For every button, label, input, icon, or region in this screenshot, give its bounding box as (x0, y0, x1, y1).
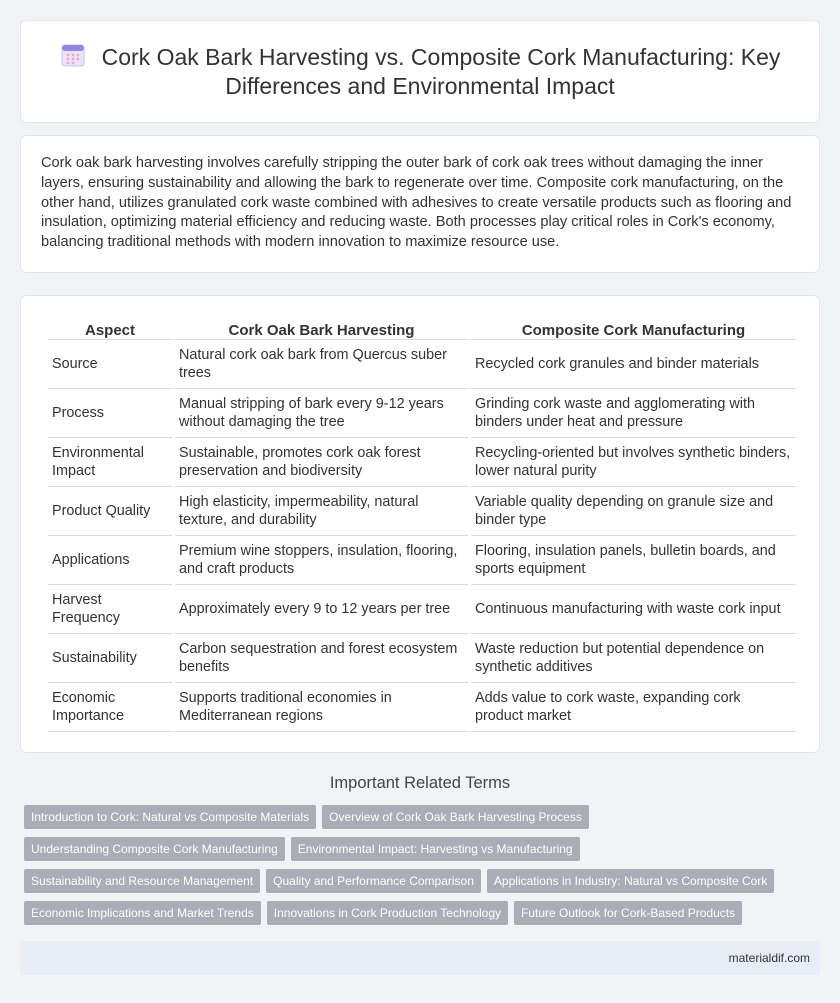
footer (20, 941, 820, 975)
table-header-row (48, 316, 796, 340)
header-aspect: Aspect (48, 316, 172, 340)
cell-aspect: Economic Importance (48, 683, 172, 732)
related-term-tag[interactable]: Sustainability and Resource Management (24, 869, 260, 893)
related-term-tag[interactable]: Introduction to Cork: Natural vs Composite Materials (24, 805, 316, 829)
table-row (48, 438, 796, 487)
cell-aspect: Source (48, 340, 172, 389)
related-terms-title: Important Related Terms (329, 774, 511, 792)
header-card (20, 20, 820, 123)
cell-composite: Flooring, insulation panels, bulletin boards, and sports equipment (471, 536, 796, 585)
table-row (48, 487, 796, 536)
related-term-tag[interactable]: Future Outlook for Cork-Based Products (514, 901, 742, 925)
cell-composite: Grinding cork waste and agglomerating with binders under heat and pressure (471, 389, 796, 438)
cell-harvesting: High elasticity, impermeability, natural texture, and durability (175, 487, 468, 536)
cell-harvesting: Sustainable, promotes cork oak forest preservation and biodiversity (175, 438, 468, 487)
cell-harvesting: Approximately every 9 to 12 years per tree (175, 585, 468, 634)
related-term-tag[interactable]: Economic Implications and Market Trends (24, 901, 261, 925)
cell-composite: Recycling-oriented but involves synthetic binders, lower natural purity (471, 438, 796, 487)
related-term-tag[interactable]: Overview of Cork Oak Bark Harvesting Process (322, 805, 589, 829)
cell-composite: Adds value to cork waste, expanding cork product market (471, 683, 796, 732)
table-row (48, 536, 796, 585)
header-composite: Composite Cork Manufacturing (471, 316, 796, 340)
intro-card (20, 135, 820, 273)
table-row (48, 634, 796, 683)
cell-harvesting: Premium wine stoppers, insulation, flooring, and craft products (175, 536, 468, 585)
cell-aspect: Harvest Frequency (48, 585, 172, 634)
cell-aspect: Sustainability (48, 634, 172, 683)
cell-harvesting: Supports traditional economies in Mediterranean regions (175, 683, 468, 732)
cell-harvesting: Carbon sequestration and forest ecosystem benefits (175, 634, 468, 683)
calendar-icon (60, 42, 86, 68)
related-terms-list (24, 805, 820, 925)
cell-aspect: Product Quality (48, 487, 172, 536)
footer-site: materialdif.com (728, 951, 810, 965)
cell-harvesting: Manual stripping of bark every 9-12 years without damaging the tree (175, 389, 468, 438)
related-term-tag[interactable]: Applications in Industry: Natural vs Composite Cork (487, 869, 774, 893)
comparison-table (45, 316, 799, 732)
intro-paragraph: Cork oak bark harvesting involves carefully stripping the outer bark of cork oak trees without damaging the inner layers, ensuring sustainability and allowing the bark to regenerate over time. Composite cork manufacturing, on the other hand, utilizes granulated cork waste combined with adhesives to create versatile products such as flooring and insulation, optimizing material efficiency and reducing waste. Both processes play critical roles in Cork's economy, balancing traditional methods with modern innovation to maximize resource use. (41, 155, 792, 251)
related-term-tag[interactable]: Quality and Performance Comparison (266, 869, 481, 893)
cell-composite: Recycled cork granules and binder materials (471, 340, 796, 389)
cell-composite: Variable quality depending on granule size and binder type (471, 487, 796, 536)
cell-composite: Waste reduction but potential dependence on synthetic additives (471, 634, 796, 683)
related-term-tag[interactable]: Understanding Composite Cork Manufacturing (24, 837, 285, 861)
table-row (48, 340, 796, 389)
header-harvesting: Cork Oak Bark Harvesting (175, 316, 468, 340)
cell-aspect: Environmental Impact (48, 438, 172, 487)
cell-composite: Continuous manufacturing with waste cork input (471, 585, 796, 634)
related-term-tag[interactable]: Environmental Impact: Harvesting vs Manufacturing (291, 837, 580, 861)
related-term-tag[interactable]: Innovations in Cork Production Technology (267, 901, 508, 925)
table-row (48, 389, 796, 438)
page-title (51, 42, 789, 101)
cell-aspect: Process (48, 389, 172, 438)
cell-harvesting: Natural cork oak bark from Quercus suber trees (175, 340, 468, 389)
page-title-text: Cork Oak Bark Harvesting vs. Composite Cork Manufacturing: Key Differences and Environmental Impact (101, 44, 781, 99)
cell-aspect: Applications (48, 536, 172, 585)
table-row (48, 683, 796, 732)
comparison-table-card (20, 295, 820, 753)
table-row (48, 585, 796, 634)
